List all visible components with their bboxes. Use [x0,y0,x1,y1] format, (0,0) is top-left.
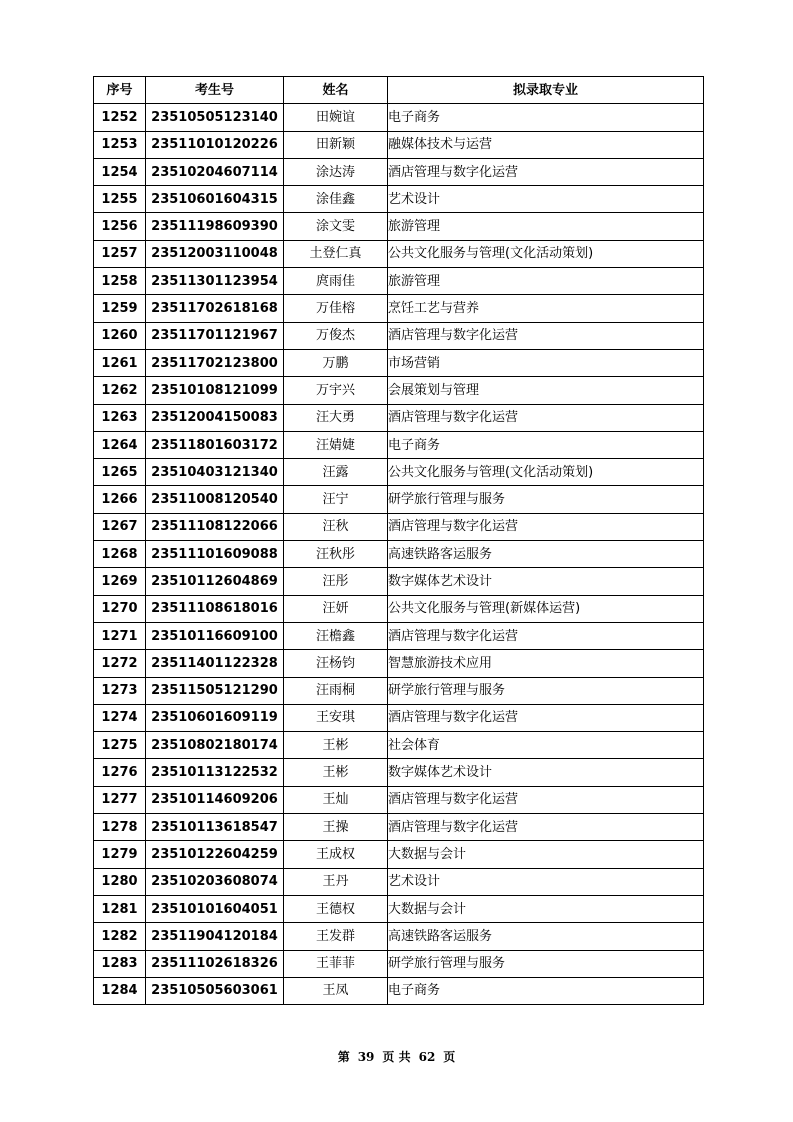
serial-number-cell: 1283 [94,950,146,977]
major-cell: 社会体育 [388,732,704,759]
exam-number-cell: 23510601604315 [146,186,284,213]
page-label-middle: 页 共 [382,1050,411,1064]
major-cell: 艺术设计 [388,186,704,213]
table-row [94,268,704,295]
student-name-cell: 土登仁真 [284,240,388,267]
major-cell: 旅游管理 [388,213,704,240]
serial-number-cell: 1260 [94,322,146,349]
student-name-cell: 王操 [284,814,388,841]
admission-list-table [93,76,704,1005]
exam-number-cell: 23511101609088 [146,541,284,568]
student-name-cell: 王灿 [284,786,388,813]
student-name-cell: 王德权 [284,895,388,922]
major-cell: 高速铁路客运服务 [388,541,704,568]
exam-number-cell: 23511008120540 [146,486,284,513]
exam-number-cell: 23510203608074 [146,868,284,895]
major-cell: 融媒体技术与运营 [388,131,704,158]
serial-number-cell: 1252 [94,104,146,131]
table-row [94,349,704,376]
student-name-cell: 田婉谊 [284,104,388,131]
exam-number-cell: 23511198609390 [146,213,284,240]
major-cell: 烹饪工艺与营养 [388,295,704,322]
header-major: 拟录取专业 [388,77,704,104]
student-name-cell: 汪雨桐 [284,677,388,704]
serial-number-cell: 1254 [94,158,146,185]
major-cell: 市场营销 [388,349,704,376]
student-name-cell: 王凤 [284,977,388,1004]
exam-number-cell: 23511108618016 [146,595,284,622]
major-cell: 研学旅行管理与服务 [388,677,704,704]
table-row [94,704,704,731]
table-row [94,950,704,977]
major-cell: 艺术设计 [388,868,704,895]
table-row [94,513,704,540]
major-cell: 高速铁路客运服务 [388,923,704,950]
student-name-cell: 王发群 [284,923,388,950]
table-row [94,186,704,213]
serial-number-cell: 1264 [94,431,146,458]
serial-number-cell: 1256 [94,213,146,240]
table-row [94,131,704,158]
serial-number-cell: 1253 [94,131,146,158]
serial-number-cell: 1274 [94,704,146,731]
table-row [94,786,704,813]
student-name-cell: 王成权 [284,841,388,868]
table-row [94,322,704,349]
serial-number-cell: 1277 [94,786,146,813]
table-row [94,431,704,458]
exam-number-cell: 23511702618168 [146,295,284,322]
major-cell: 酒店管理与数字化运营 [388,704,704,731]
major-cell: 数字媒体艺术设计 [388,759,704,786]
table-row [94,295,704,322]
table-row [94,895,704,922]
table-row [94,541,704,568]
table-row [94,486,704,513]
exam-number-cell: 23512004150083 [146,404,284,431]
header-exam-number: 考生号 [146,77,284,104]
table-body [94,104,704,1005]
student-name-cell: 王丹 [284,868,388,895]
table-row [94,814,704,841]
page-footer [0,1048,793,1065]
table-row [94,240,704,267]
student-name-cell: 涂佳鑫 [284,186,388,213]
table-header-row [94,77,704,104]
serial-number-cell: 1275 [94,732,146,759]
exam-number-cell: 23512003110048 [146,240,284,267]
exam-number-cell: 23510113122532 [146,759,284,786]
table-row [94,841,704,868]
student-name-cell: 王菲菲 [284,950,388,977]
exam-number-cell: 23510505123140 [146,104,284,131]
exam-number-cell: 23510116609100 [146,622,284,649]
total-pages-number: 62 [418,1050,436,1064]
serial-number-cell: 1280 [94,868,146,895]
serial-number-cell: 1255 [94,186,146,213]
page-label-suffix: 页 [443,1050,456,1064]
major-cell: 公共文化服务与管理(新媒体运营) [388,595,704,622]
exam-number-cell: 23510113618547 [146,814,284,841]
table-row [94,158,704,185]
table-row [94,404,704,431]
serial-number-cell: 1272 [94,650,146,677]
major-cell: 会展策划与管理 [388,377,704,404]
serial-number-cell: 1276 [94,759,146,786]
student-name-cell: 汪秋彤 [284,541,388,568]
serial-number-cell: 1282 [94,923,146,950]
student-name-cell: 万佳榕 [284,295,388,322]
major-cell: 酒店管理与数字化运营 [388,622,704,649]
exam-number-cell: 23511701121967 [146,322,284,349]
table-row [94,104,704,131]
exam-number-cell: 23511401122328 [146,650,284,677]
major-cell: 智慧旅游技术应用 [388,650,704,677]
major-cell: 酒店管理与数字化运营 [388,814,704,841]
table-row [94,677,704,704]
exam-number-cell: 23511108122066 [146,513,284,540]
major-cell: 电子商务 [388,431,704,458]
major-cell: 数字媒体艺术设计 [388,568,704,595]
major-cell: 公共文化服务与管理(文化活动策划) [388,240,704,267]
student-name-cell: 汪妍 [284,595,388,622]
serial-number-cell: 1262 [94,377,146,404]
serial-number-cell: 1268 [94,541,146,568]
exam-number-cell: 23511702123800 [146,349,284,376]
table-row [94,977,704,1004]
table-row [94,732,704,759]
student-name-cell: 万宇兴 [284,377,388,404]
student-name-cell: 万鹏 [284,349,388,376]
exam-number-cell: 23510122604259 [146,841,284,868]
major-cell: 旅游管理 [388,268,704,295]
table-row [94,213,704,240]
serial-number-cell: 1263 [94,404,146,431]
table-row [94,377,704,404]
exam-number-cell: 23510403121340 [146,459,284,486]
serial-number-cell: 1271 [94,622,146,649]
major-cell: 酒店管理与数字化运营 [388,786,704,813]
header-serial-number: 序号 [94,77,146,104]
table-row [94,568,704,595]
exam-number-cell: 23511010120226 [146,131,284,158]
student-name-cell: 庹雨佳 [284,268,388,295]
major-cell: 酒店管理与数字化运营 [388,158,704,185]
student-name-cell: 田新颖 [284,131,388,158]
exam-number-cell: 23510101604051 [146,895,284,922]
table-row [94,759,704,786]
student-name-cell: 汪露 [284,459,388,486]
major-cell: 大数据与会计 [388,895,704,922]
student-name-cell: 汪宁 [284,486,388,513]
major-cell: 研学旅行管理与服务 [388,950,704,977]
student-name-cell: 汪彤 [284,568,388,595]
student-name-cell: 汪大勇 [284,404,388,431]
student-name-cell: 王彬 [284,732,388,759]
serial-number-cell: 1265 [94,459,146,486]
exam-number-cell: 23510112604869 [146,568,284,595]
serial-number-cell: 1258 [94,268,146,295]
serial-number-cell: 1278 [94,814,146,841]
student-name-cell: 汪杨钧 [284,650,388,677]
major-cell: 酒店管理与数字化运营 [388,404,704,431]
exam-number-cell: 23510601609119 [146,704,284,731]
serial-number-cell: 1259 [94,295,146,322]
serial-number-cell: 1267 [94,513,146,540]
serial-number-cell: 1269 [94,568,146,595]
serial-number-cell: 1266 [94,486,146,513]
major-cell: 酒店管理与数字化运营 [388,322,704,349]
exam-number-cell: 23511904120184 [146,923,284,950]
major-cell: 研学旅行管理与服务 [388,486,704,513]
serial-number-cell: 1257 [94,240,146,267]
table-row [94,923,704,950]
table-row [94,650,704,677]
serial-number-cell: 1279 [94,841,146,868]
exam-number-cell: 23510114609206 [146,786,284,813]
table-row [94,459,704,486]
exam-number-cell: 23511102618326 [146,950,284,977]
student-name-cell: 涂达涛 [284,158,388,185]
student-name-cell: 汪秋 [284,513,388,540]
student-name-cell: 汪婧婕 [284,431,388,458]
student-name-cell: 王彬 [284,759,388,786]
exam-number-cell: 23510204607114 [146,158,284,185]
student-name-cell: 万俊杰 [284,322,388,349]
major-cell: 电子商务 [388,977,704,1004]
table-row [94,868,704,895]
serial-number-cell: 1261 [94,349,146,376]
current-page-number: 39 [357,1050,375,1064]
exam-number-cell: 23510505603061 [146,977,284,1004]
table-row [94,622,704,649]
exam-number-cell: 23510108121099 [146,377,284,404]
exam-number-cell: 23511505121290 [146,677,284,704]
student-name-cell: 汪檐鑫 [284,622,388,649]
serial-number-cell: 1270 [94,595,146,622]
major-cell: 大数据与会计 [388,841,704,868]
major-cell: 公共文化服务与管理(文化活动策划) [388,459,704,486]
major-cell: 电子商务 [388,104,704,131]
student-name-cell: 王安琪 [284,704,388,731]
serial-number-cell: 1273 [94,677,146,704]
exam-number-cell: 23511301123954 [146,268,284,295]
exam-number-cell: 23511801603172 [146,431,284,458]
serial-number-cell: 1284 [94,977,146,1004]
student-name-cell: 涂文雯 [284,213,388,240]
page-label-prefix: 第 [337,1050,350,1064]
exam-number-cell: 23510802180174 [146,732,284,759]
major-cell: 酒店管理与数字化运营 [388,513,704,540]
serial-number-cell: 1281 [94,895,146,922]
table-row [94,595,704,622]
header-name: 姓名 [284,77,388,104]
